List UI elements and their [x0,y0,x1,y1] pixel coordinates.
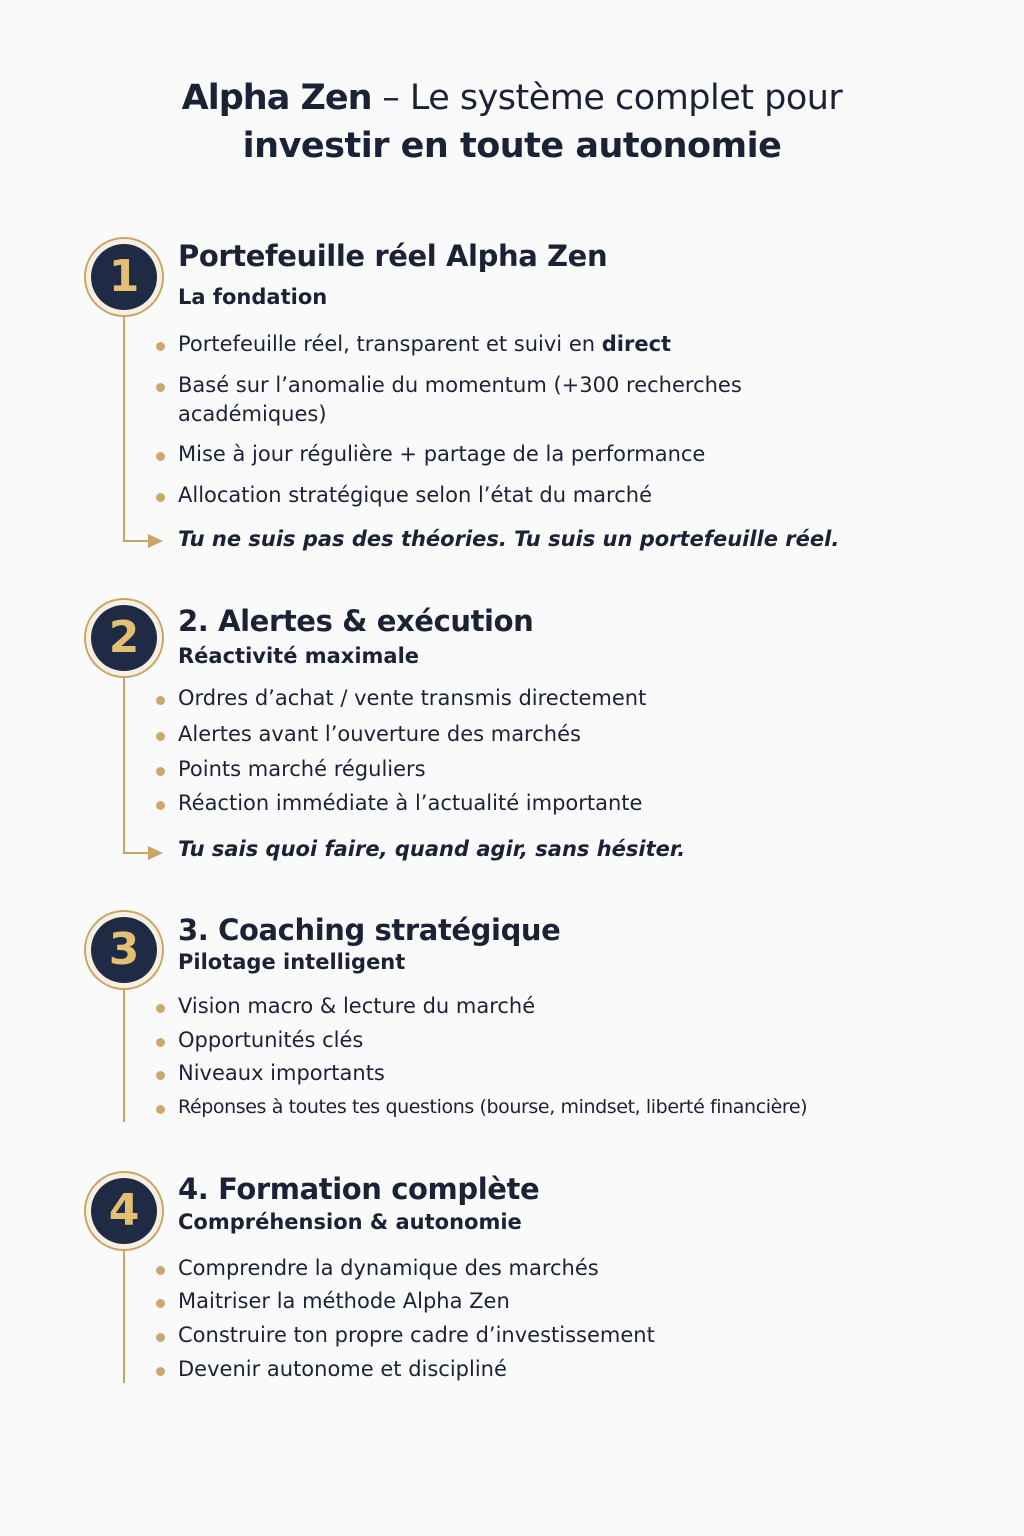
list-item: Allocation stratégique selon l’état du marché [156,481,946,510]
list-item: Points marché réguliers [156,755,946,784]
list-item: Portefeuille réel, transparent et suivi en direct [156,330,946,359]
timeline-line [123,1251,125,1383]
section-title: 2. Alertes & exécution [178,604,534,638]
title-line-2: investir en toute autonomie [242,126,782,166]
list-item: Devenir autonome et discipliné [156,1355,946,1384]
list-item: Basé sur l’anomalie du momentum (+300 recherches académiques) [156,371,856,429]
list-item: Mise à jour régulière + partage de la performance [156,440,946,469]
section-tagline: Tu sais quoi faire, quand agir, sans hésiter. [178,837,686,861]
timeline-line [123,678,125,853]
section-title: 4. Formation complète [178,1172,540,1206]
list-item: Vision macro & lecture du marché [156,992,946,1021]
section-tagline: Tu ne suis pas des théories. Tu suis un portefeuille réel. [178,527,840,551]
section-title: Portefeuille réel Alpha Zen [178,239,608,273]
step-badge [84,598,164,678]
section-title: 3. Coaching stratégique [178,913,561,947]
step-number: 1 [91,244,157,310]
list-item: Construire ton propre cadre d’investissement [156,1321,946,1350]
timeline-line [123,990,125,1122]
arrow-icon [148,846,163,860]
step-badge [84,1171,164,1251]
title-line-1-rest: – Le système complet pour [371,78,843,118]
title-line-1 [0,78,1024,118]
list-item: Comprendre la dynamique des marchés [156,1254,946,1283]
step-number: 2 [91,605,157,671]
list-item: Réponses à toutes tes questions (bourse, mindset, liberté financière) [156,1093,986,1122]
section-subtitle: Réactivité maximale [178,644,420,668]
section-subtitle: Compréhension & autonomie [178,1210,522,1234]
step-badge [84,237,164,317]
timeline-line [123,317,125,542]
timeline-connector [123,540,151,542]
page-title [0,78,1024,166]
list-item: Niveaux importants [156,1059,946,1088]
list-item: Alertes avant l’ouverture des marchés [156,720,946,749]
list-item: Opportunités clés [156,1026,946,1055]
step-badge [84,910,164,990]
section-subtitle: La fondation [178,285,328,309]
step-number: 4 [91,1178,157,1244]
timeline-connector [123,852,151,854]
list-item: Maitriser la méthode Alpha Zen [156,1287,946,1316]
list-item: Ordres d’achat / vente transmis directement [156,684,946,713]
arrow-icon [148,534,163,548]
list-item: Réaction immédiate à l’actualité importante [156,789,946,818]
step-number: 3 [91,917,157,983]
brand-name: Alpha Zen [181,78,372,118]
section-subtitle: Pilotage intelligent [178,950,406,974]
